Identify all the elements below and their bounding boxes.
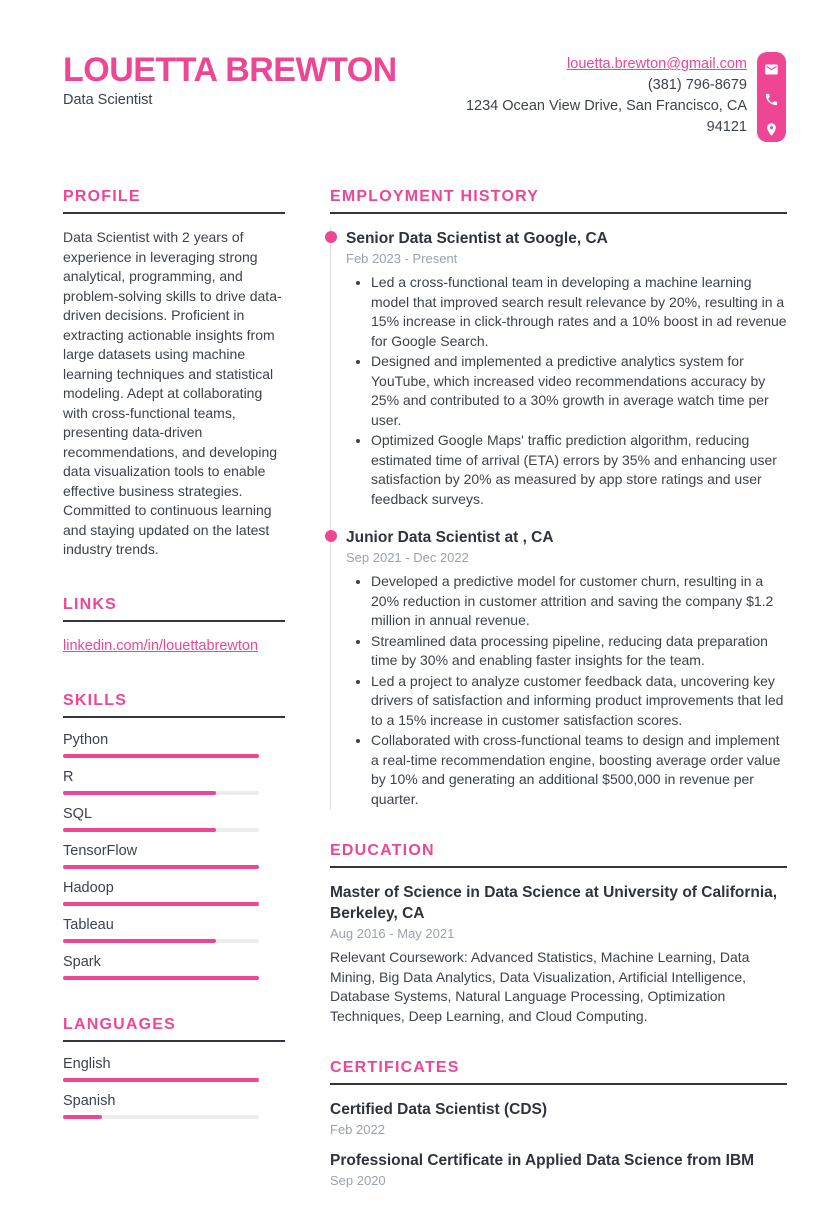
job-bullet: • Optimized Google Maps' traffic prediction algorithm, reducing estimated time of arrival (ETA) errors by 35% and enhancing user satisfaction by 20% as measured by app store ratings and user feedback surveys. <box>371 431 787 509</box>
job-bullet-list <box>346 273 787 509</box>
skill-bar-fill <box>63 791 216 795</box>
skill-bar-fill <box>63 754 259 758</box>
skill-bar-track <box>63 902 259 906</box>
job-bullet: • Led a cross-functional team in developing a machine learning model that improved search result relevance by 20%, resulting in a 15% increase in click-through rates and a 10% boost in ad revenue for Google Search. <box>371 273 787 351</box>
skill-bar-track <box>63 939 259 943</box>
language-bar-track <box>63 1115 259 1119</box>
skill-name: Hadoop <box>63 879 114 896</box>
skill-row <box>63 732 285 758</box>
candidate-title: Data Scientist <box>63 92 153 108</box>
left-column <box>63 188 285 1221</box>
certificate-title: Certified Data Scientist (CDS) <box>330 1101 548 1118</box>
skill-row <box>63 806 285 832</box>
language-name: English <box>63 1055 111 1072</box>
section-languages <box>63 1016 285 1119</box>
contact-block <box>466 52 747 138</box>
timeline-dot-icon <box>325 231 337 243</box>
header-identity <box>63 52 397 108</box>
skill-name: TensorFlow <box>63 842 138 859</box>
job-dates: Feb 2023 - Present <box>346 251 458 266</box>
profile-text: Data Scientist with 2 years of experience in leveraging strong analytical, programming, and problem-solving skills to drive data-driven decisions. Proficient in extracting actionable insights from large datasets using machine learning techniques and statistical modeling. Adept at collaborating with cross-functional teams, presenting data-driven recommendations, and developing data visualization tools to enable effective business strategies. Committed to continuous learning and staying updated on the latest industry trends. <box>63 229 282 557</box>
job-bullet-list <box>346 572 787 809</box>
job-bullet: • Streamlined data processing pipeline, reducing data preparation time by 30% and enabling faster insights for the team. <box>371 632 787 671</box>
skill-row <box>63 917 285 943</box>
skill-bar-fill <box>63 939 216 943</box>
certificate-entry <box>330 1099 787 1137</box>
skill-name: Spark <box>63 953 101 970</box>
right-column <box>330 188 787 1221</box>
skill-bar-track <box>63 828 259 832</box>
job-title: Senior Data Scientist at Google, CA <box>346 230 608 247</box>
linkedin-link[interactable]: linkedin.com/in/louettabrewton <box>63 637 259 654</box>
job-bullet: • Collaborated with cross-functional teams to design and implement a real-time recommendation engine, boosting average order value by 10% and generating an additional $500,000 in revenue per quarter. <box>371 731 787 809</box>
skill-name: SQL <box>63 805 93 822</box>
links-heading: LINKS <box>63 596 285 622</box>
skill-row <box>63 769 285 795</box>
certificate-dates: Sep 2020 <box>330 1173 386 1188</box>
skill-name: R <box>63 768 74 785</box>
education-entry <box>330 882 787 1026</box>
header-contact <box>466 52 786 142</box>
education-dates: Aug 2016 - May 2021 <box>330 926 455 941</box>
job-bullet: • Designed and implemented a predictive analytics system for YouTube, which increased video recommendations accuracy by 25% and contributed to a 30% growth in average watch time per user. <box>371 352 787 430</box>
contact-address-line2: 94121 <box>706 119 747 135</box>
skill-bar-track <box>63 865 259 869</box>
certificates-heading: CERTIFICATES <box>330 1059 787 1085</box>
language-bar-fill <box>63 1078 259 1082</box>
skill-row <box>63 954 285 980</box>
job-entry <box>346 527 787 809</box>
skill-bar-track <box>63 754 259 758</box>
language-row <box>63 1093 285 1119</box>
skill-row <box>63 843 285 869</box>
language-bar-fill <box>63 1115 102 1119</box>
header <box>0 0 833 142</box>
timeline-dot-icon <box>325 530 337 542</box>
languages-heading: LANGUAGES <box>63 1016 285 1042</box>
section-certificates <box>330 1059 787 1188</box>
certificate-entry <box>330 1150 787 1188</box>
skill-name: Python <box>63 731 109 748</box>
job-entry <box>346 228 787 509</box>
location-pin-icon <box>764 122 779 142</box>
contact-address-line1: 1234 Ocean View Drive, San Francisco, CA <box>465 98 747 114</box>
section-links <box>63 596 285 656</box>
education-title: Master of Science in Data Science at University of California, Berkeley, CA <box>330 884 778 922</box>
section-profile <box>63 188 285 560</box>
certificate-title: Professional Certificate in Applied Data Science from IBM <box>330 1152 755 1169</box>
email-link[interactable]: louetta.brewton@gmail.com <box>567 56 747 72</box>
skill-bar-track <box>63 791 259 795</box>
job-dates: Sep 2021 - Dec 2022 <box>346 550 469 565</box>
education-heading: EDUCATION <box>330 842 787 868</box>
envelope-icon <box>764 62 779 82</box>
employment-timeline <box>330 228 787 809</box>
employment-heading: EMPLOYMENT HISTORY <box>330 188 787 214</box>
contact-email-line <box>466 54 747 75</box>
skill-row <box>63 880 285 906</box>
skill-bar-fill <box>63 828 216 832</box>
phone-icon <box>764 92 779 112</box>
skills-heading: SKILLS <box>63 692 285 718</box>
education-description: Relevant Coursework: Advanced Statistics, Machine Learning, Data Mining, Big Data Analytics, Data Visualization, Artificial Intelligence, Database Systems, Natural Language Processing, Optimization Techniques, Deep Learning, and Cloud Computing. <box>330 949 750 1024</box>
language-row <box>63 1056 285 1082</box>
skill-bar-fill <box>63 865 259 869</box>
candidate-name: LOUETTA BREWTON <box>63 51 397 89</box>
job-bullet: • Developed a predictive model for customer churn, resulting in a 20% reduction in customer attrition and saving the company $1.2 million in annual revenue. <box>371 572 787 631</box>
skill-bar-track <box>63 976 259 980</box>
list-item <box>63 636 285 656</box>
language-bar-track <box>63 1078 259 1082</box>
skill-bar-fill <box>63 976 259 980</box>
skill-bar-fill <box>63 902 259 906</box>
job-bullet: • Led a project to analyze customer feedback data, uncovering key drivers of satisfaction and informing product improvements that led to a 15% increase in customer satisfaction scores. <box>371 672 787 731</box>
profile-heading: PROFILE <box>63 188 285 214</box>
section-skills <box>63 692 285 980</box>
contact-phone: (381) 796-8679 <box>647 77 747 93</box>
skill-name: Tableau <box>63 916 114 933</box>
job-title: Junior Data Scientist at , CA <box>346 529 554 546</box>
certificate-dates: Feb 2022 <box>330 1122 385 1137</box>
section-employment <box>330 188 787 809</box>
contact-icon-bar <box>757 52 786 142</box>
section-education <box>330 842 787 1026</box>
language-name: Spanish <box>63 1092 116 1109</box>
main-content <box>0 188 833 1221</box>
